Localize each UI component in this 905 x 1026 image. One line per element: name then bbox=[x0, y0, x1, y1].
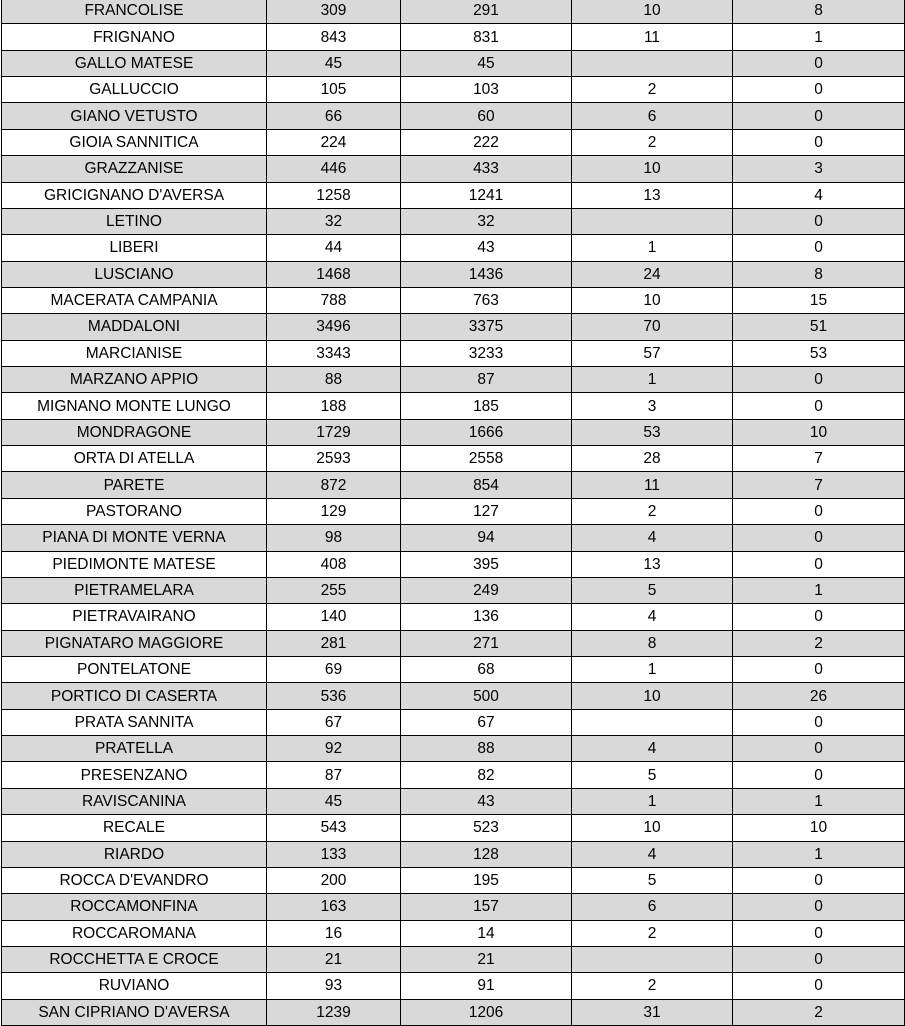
value-cell-4: 0 bbox=[733, 50, 905, 76]
table-row bbox=[2, 103, 905, 129]
value-cell-2: 2558 bbox=[401, 446, 572, 472]
municipality-cell: PORTICO DI CASERTA bbox=[2, 683, 267, 709]
value-cell-2: 157 bbox=[401, 894, 572, 920]
value-cell-2: 1206 bbox=[401, 999, 572, 1025]
municipality-cell: PARETE bbox=[2, 472, 267, 498]
value-cell-1: 1729 bbox=[267, 419, 401, 445]
value-cell-4: 2 bbox=[733, 630, 905, 656]
table-row bbox=[2, 867, 905, 893]
value-cell-4: 0 bbox=[733, 525, 905, 551]
value-cell-2: 82 bbox=[401, 762, 572, 788]
value-cell-2: 3233 bbox=[401, 340, 572, 366]
value-cell-2: 21 bbox=[401, 946, 572, 972]
value-cell-2: 185 bbox=[401, 393, 572, 419]
value-cell-2: 43 bbox=[401, 235, 572, 261]
municipality-cell: GIOIA SANNITICA bbox=[2, 129, 267, 155]
value-cell-2: 291 bbox=[401, 0, 572, 24]
value-cell-1: 2593 bbox=[267, 446, 401, 472]
value-cell-4: 0 bbox=[733, 973, 905, 999]
value-cell-1: 87 bbox=[267, 762, 401, 788]
value-cell-1: 98 bbox=[267, 525, 401, 551]
value-cell-3: 5 bbox=[572, 762, 733, 788]
municipality-cell: MIGNANO MONTE LUNGO bbox=[2, 393, 267, 419]
table-row bbox=[2, 762, 905, 788]
municipality-cell: MONDRAGONE bbox=[2, 419, 267, 445]
value-cell-4: 0 bbox=[733, 736, 905, 762]
table-row bbox=[2, 498, 905, 524]
value-cell-2: 94 bbox=[401, 525, 572, 551]
value-cell-1: 44 bbox=[267, 235, 401, 261]
table-row bbox=[2, 577, 905, 603]
municipality-cell: GALLO MATESE bbox=[2, 50, 267, 76]
value-cell-3: 10 bbox=[572, 287, 733, 313]
value-cell-3: 2 bbox=[572, 920, 733, 946]
value-cell-4: 0 bbox=[733, 709, 905, 735]
table-row bbox=[2, 894, 905, 920]
municipality-cell: ORTA DI ATELLA bbox=[2, 446, 267, 472]
value-cell-1: 69 bbox=[267, 656, 401, 682]
value-cell-1: 281 bbox=[267, 630, 401, 656]
value-cell-2: 87 bbox=[401, 367, 572, 393]
table-row bbox=[2, 261, 905, 287]
municipality-cell: PIEDIMONTE MATESE bbox=[2, 551, 267, 577]
value-cell-4: 10 bbox=[733, 815, 905, 841]
municipality-cell: MARZANO APPIO bbox=[2, 367, 267, 393]
value-cell-3: 2 bbox=[572, 77, 733, 103]
value-cell-1: 140 bbox=[267, 604, 401, 630]
value-cell-3 bbox=[572, 50, 733, 76]
value-cell-1: 3496 bbox=[267, 314, 401, 340]
table-row bbox=[2, 815, 905, 841]
value-cell-4: 0 bbox=[733, 946, 905, 972]
municipality-cell: ROCCAROMANA bbox=[2, 920, 267, 946]
value-cell-2: 854 bbox=[401, 472, 572, 498]
value-cell-3: 24 bbox=[572, 261, 733, 287]
table-row bbox=[2, 129, 905, 155]
value-cell-4: 10 bbox=[733, 419, 905, 445]
value-cell-1: 16 bbox=[267, 920, 401, 946]
value-cell-2: 395 bbox=[401, 551, 572, 577]
municipality-cell: ROCCHETTA E CROCE bbox=[2, 946, 267, 972]
table-row bbox=[2, 393, 905, 419]
value-cell-3: 4 bbox=[572, 736, 733, 762]
value-cell-3: 10 bbox=[572, 683, 733, 709]
table-row bbox=[2, 50, 905, 76]
value-cell-1: 133 bbox=[267, 841, 401, 867]
table-row bbox=[2, 551, 905, 577]
value-cell-4: 0 bbox=[733, 604, 905, 630]
municipality-cell: RAVISCANINA bbox=[2, 788, 267, 814]
value-cell-3: 6 bbox=[572, 103, 733, 129]
value-cell-2: 831 bbox=[401, 24, 572, 50]
value-cell-3: 13 bbox=[572, 182, 733, 208]
value-cell-3: 13 bbox=[572, 551, 733, 577]
value-cell-2: 433 bbox=[401, 156, 572, 182]
municipality-cell: ROCCA D'EVANDRO bbox=[2, 867, 267, 893]
value-cell-2: 3375 bbox=[401, 314, 572, 340]
value-cell-2: 127 bbox=[401, 498, 572, 524]
municipality-cell: RECALE bbox=[2, 815, 267, 841]
table-row bbox=[2, 472, 905, 498]
value-cell-1: 309 bbox=[267, 0, 401, 24]
value-cell-4: 2 bbox=[733, 999, 905, 1025]
value-cell-1: 88 bbox=[267, 367, 401, 393]
municipality-cell: PIANA DI MONTE VERNA bbox=[2, 525, 267, 551]
table-row bbox=[2, 367, 905, 393]
municipality-cell: PIETRAVAIRANO bbox=[2, 604, 267, 630]
value-cell-2: 500 bbox=[401, 683, 572, 709]
municipality-cell: PRATA SANNITA bbox=[2, 709, 267, 735]
value-cell-3: 70 bbox=[572, 314, 733, 340]
table-row bbox=[2, 709, 905, 735]
municipality-cell: ROCCAMONFINA bbox=[2, 894, 267, 920]
municipality-cell: MARCIANISE bbox=[2, 340, 267, 366]
value-cell-4: 8 bbox=[733, 261, 905, 287]
value-cell-3: 31 bbox=[572, 999, 733, 1025]
value-cell-2: 1241 bbox=[401, 182, 572, 208]
value-cell-3: 28 bbox=[572, 446, 733, 472]
value-cell-3: 10 bbox=[572, 156, 733, 182]
value-cell-2: 68 bbox=[401, 656, 572, 682]
value-cell-3: 1 bbox=[572, 656, 733, 682]
value-cell-3: 8 bbox=[572, 630, 733, 656]
value-cell-3: 10 bbox=[572, 815, 733, 841]
municipality-cell: PRESENZANO bbox=[2, 762, 267, 788]
value-cell-1: 129 bbox=[267, 498, 401, 524]
value-cell-4: 0 bbox=[733, 208, 905, 234]
municipality-cell: LIBERI bbox=[2, 235, 267, 261]
value-cell-4: 26 bbox=[733, 683, 905, 709]
value-cell-1: 188 bbox=[267, 393, 401, 419]
value-cell-2: 249 bbox=[401, 577, 572, 603]
value-cell-4: 8 bbox=[733, 0, 905, 24]
municipality-cell: MACERATA CAMPANIA bbox=[2, 287, 267, 313]
municipality-cell: LUSCIANO bbox=[2, 261, 267, 287]
value-cell-4: 53 bbox=[733, 340, 905, 366]
value-cell-1: 3343 bbox=[267, 340, 401, 366]
value-cell-2: 1436 bbox=[401, 261, 572, 287]
table-row bbox=[2, 973, 905, 999]
value-cell-4: 0 bbox=[733, 867, 905, 893]
municipality-cell: PIETRAMELARA bbox=[2, 577, 267, 603]
value-cell-1: 32 bbox=[267, 208, 401, 234]
value-cell-4: 4 bbox=[733, 182, 905, 208]
table-row bbox=[2, 314, 905, 340]
value-cell-2: 136 bbox=[401, 604, 572, 630]
value-cell-4: 3 bbox=[733, 156, 905, 182]
value-cell-1: 1258 bbox=[267, 182, 401, 208]
municipality-cell: RIARDO bbox=[2, 841, 267, 867]
value-cell-3: 4 bbox=[572, 841, 733, 867]
value-cell-4: 1 bbox=[733, 788, 905, 814]
value-cell-1: 21 bbox=[267, 946, 401, 972]
municipality-cell: PONTELATONE bbox=[2, 656, 267, 682]
table-row bbox=[2, 841, 905, 867]
value-cell-4: 1 bbox=[733, 577, 905, 603]
value-cell-2: 222 bbox=[401, 129, 572, 155]
value-cell-4: 51 bbox=[733, 314, 905, 340]
value-cell-3 bbox=[572, 709, 733, 735]
value-cell-4: 0 bbox=[733, 103, 905, 129]
value-cell-3: 1 bbox=[572, 235, 733, 261]
value-cell-3 bbox=[572, 946, 733, 972]
value-cell-2: 763 bbox=[401, 287, 572, 313]
value-cell-4: 0 bbox=[733, 498, 905, 524]
municipality-cell: PASTORANO bbox=[2, 498, 267, 524]
table-row bbox=[2, 946, 905, 972]
value-cell-3: 1 bbox=[572, 367, 733, 393]
value-cell-4: 0 bbox=[733, 235, 905, 261]
value-cell-1: 255 bbox=[267, 577, 401, 603]
value-cell-1: 446 bbox=[267, 156, 401, 182]
value-cell-4: 7 bbox=[733, 472, 905, 498]
municipality-cell: GALLUCCIO bbox=[2, 77, 267, 103]
table-row bbox=[2, 683, 905, 709]
value-cell-3: 11 bbox=[572, 24, 733, 50]
value-cell-1: 45 bbox=[267, 788, 401, 814]
value-cell-1: 1239 bbox=[267, 999, 401, 1025]
table-row bbox=[2, 419, 905, 445]
value-cell-4: 0 bbox=[733, 762, 905, 788]
value-cell-1: 67 bbox=[267, 709, 401, 735]
value-cell-1: 872 bbox=[267, 472, 401, 498]
table-row bbox=[2, 0, 905, 24]
value-cell-1: 536 bbox=[267, 683, 401, 709]
value-cell-1: 843 bbox=[267, 24, 401, 50]
value-cell-2: 271 bbox=[401, 630, 572, 656]
value-cell-2: 60 bbox=[401, 103, 572, 129]
table-row bbox=[2, 604, 905, 630]
value-cell-3: 2 bbox=[572, 973, 733, 999]
value-cell-2: 88 bbox=[401, 736, 572, 762]
value-cell-2: 43 bbox=[401, 788, 572, 814]
value-cell-4: 0 bbox=[733, 894, 905, 920]
value-cell-2: 1666 bbox=[401, 419, 572, 445]
municipality-cell: MADDALONI bbox=[2, 314, 267, 340]
value-cell-4: 0 bbox=[733, 129, 905, 155]
value-cell-3: 4 bbox=[572, 525, 733, 551]
value-cell-2: 523 bbox=[401, 815, 572, 841]
municipality-cell: GIANO VETUSTO bbox=[2, 103, 267, 129]
value-cell-1: 163 bbox=[267, 894, 401, 920]
municipality-cell: FRANCOLISE bbox=[2, 0, 267, 24]
value-cell-1: 45 bbox=[267, 50, 401, 76]
value-cell-2: 45 bbox=[401, 50, 572, 76]
table-row bbox=[2, 77, 905, 103]
value-cell-3: 2 bbox=[572, 129, 733, 155]
table-row bbox=[2, 208, 905, 234]
value-cell-1: 92 bbox=[267, 736, 401, 762]
table-row bbox=[2, 287, 905, 313]
value-cell-4: 0 bbox=[733, 367, 905, 393]
municipality-cell: PRATELLA bbox=[2, 736, 267, 762]
value-cell-1: 788 bbox=[267, 287, 401, 313]
value-cell-1: 408 bbox=[267, 551, 401, 577]
value-cell-1: 93 bbox=[267, 973, 401, 999]
value-cell-3: 6 bbox=[572, 894, 733, 920]
value-cell-2: 32 bbox=[401, 208, 572, 234]
value-cell-3: 1 bbox=[572, 788, 733, 814]
value-cell-3 bbox=[572, 208, 733, 234]
table-row bbox=[2, 525, 905, 551]
value-cell-1: 105 bbox=[267, 77, 401, 103]
value-cell-3: 57 bbox=[572, 340, 733, 366]
value-cell-3: 3 bbox=[572, 393, 733, 419]
table-row bbox=[2, 340, 905, 366]
value-cell-1: 200 bbox=[267, 867, 401, 893]
table-row bbox=[2, 182, 905, 208]
table-row bbox=[2, 656, 905, 682]
value-cell-4: 0 bbox=[733, 393, 905, 419]
value-cell-3: 4 bbox=[572, 604, 733, 630]
value-cell-2: 67 bbox=[401, 709, 572, 735]
value-cell-2: 128 bbox=[401, 841, 572, 867]
table-row bbox=[2, 788, 905, 814]
value-cell-3: 11 bbox=[572, 472, 733, 498]
value-cell-4: 7 bbox=[733, 446, 905, 472]
municipality-data-table bbox=[1, 0, 905, 1026]
value-cell-4: 15 bbox=[733, 287, 905, 313]
table-row bbox=[2, 156, 905, 182]
municipality-cell: GRAZZANISE bbox=[2, 156, 267, 182]
table-row bbox=[2, 24, 905, 50]
table-row bbox=[2, 235, 905, 261]
value-cell-4: 0 bbox=[733, 920, 905, 946]
value-cell-4: 0 bbox=[733, 551, 905, 577]
table-row bbox=[2, 920, 905, 946]
value-cell-2: 14 bbox=[401, 920, 572, 946]
table-body bbox=[2, 0, 905, 1026]
municipality-cell: LETINO bbox=[2, 208, 267, 234]
value-cell-3: 53 bbox=[572, 419, 733, 445]
municipality-cell: GRICIGNANO D'AVERSA bbox=[2, 182, 267, 208]
value-cell-4: 0 bbox=[733, 77, 905, 103]
value-cell-1: 1468 bbox=[267, 261, 401, 287]
value-cell-4: 1 bbox=[733, 841, 905, 867]
municipality-cell: FRIGNANO bbox=[2, 24, 267, 50]
table-row bbox=[2, 630, 905, 656]
value-cell-3: 5 bbox=[572, 867, 733, 893]
value-cell-1: 543 bbox=[267, 815, 401, 841]
municipality-cell: RUVIANO bbox=[2, 973, 267, 999]
value-cell-2: 103 bbox=[401, 77, 572, 103]
value-cell-4: 1 bbox=[733, 24, 905, 50]
table-row bbox=[2, 446, 905, 472]
municipality-cell: SAN CIPRIANO D'AVERSA bbox=[2, 999, 267, 1025]
table-row bbox=[2, 736, 905, 762]
value-cell-3: 5 bbox=[572, 577, 733, 603]
table-row bbox=[2, 999, 905, 1025]
value-cell-4: 0 bbox=[733, 656, 905, 682]
value-cell-3: 2 bbox=[572, 498, 733, 524]
value-cell-3: 10 bbox=[572, 0, 733, 24]
value-cell-2: 195 bbox=[401, 867, 572, 893]
value-cell-1: 224 bbox=[267, 129, 401, 155]
municipality-cell: PIGNATARO MAGGIORE bbox=[2, 630, 267, 656]
value-cell-2: 91 bbox=[401, 973, 572, 999]
value-cell-1: 66 bbox=[267, 103, 401, 129]
